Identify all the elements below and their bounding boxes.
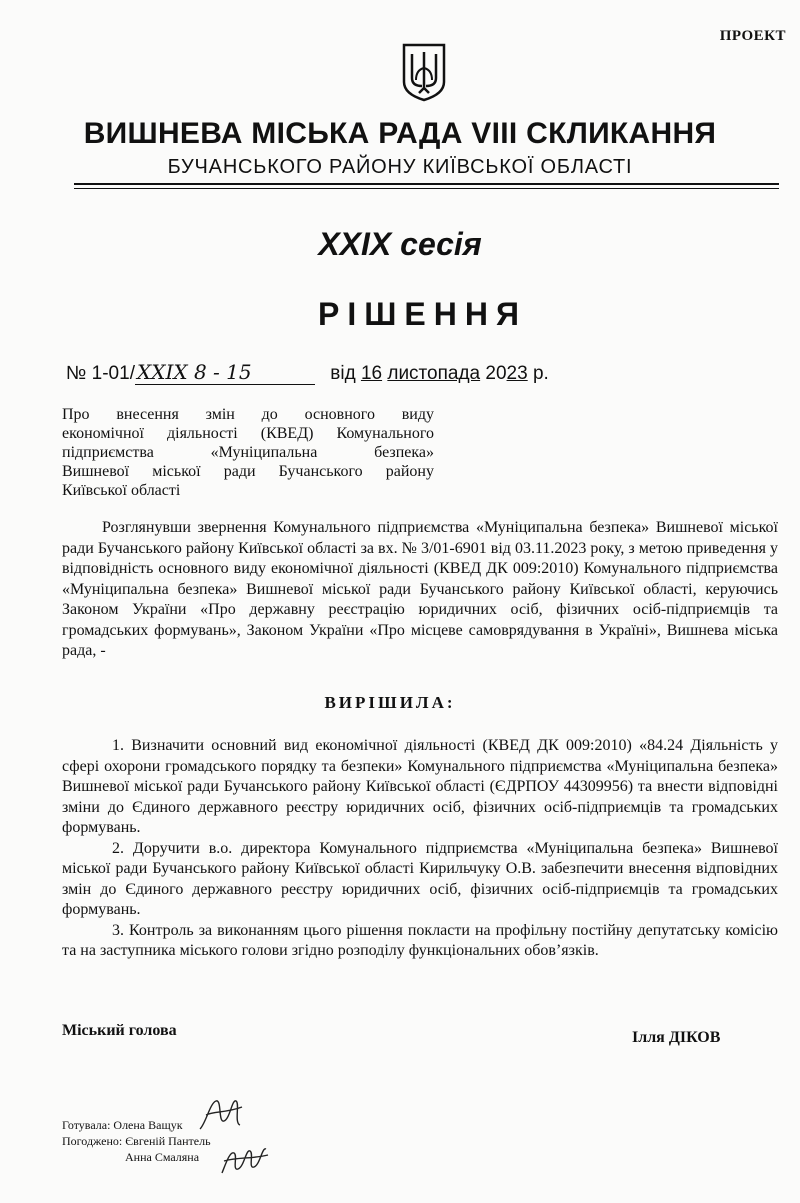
preamble (62, 518, 778, 662)
number-prefix: № 1-01/ (66, 363, 135, 384)
agreed-by-second: Анна Смаляна (125, 1150, 200, 1164)
subject-line: Про внесення змін до основного виду (62, 406, 434, 423)
session-heading: XXIX сесія (318, 226, 482, 262)
date-from: від (330, 363, 356, 384)
council-title: ВИШНЕВА МІСЬКА РАДА VIII СКЛИКАННЯ (83, 117, 717, 150)
date-day: 16 (360, 363, 383, 384)
decision-items (62, 736, 778, 962)
district-subtitle: БУЧАНСЬКОГО РАЙОНУ КИЇВСЬКОЇ ОБЛАСТІ (167, 156, 633, 178)
approval-block (62, 1117, 211, 1165)
preamble-paragraph: Розглянувши звернення Комунального підприємства «Муніципальна безпека» Вишневої міської ради Бучанського району Київської області за вх. № 3/01-6901 від 03.11.2023 року, з метою приведення у відповідність основного виду економічної діяльності (КВЕД ДК 009:2010) Комунального підприємства «Муніципальна безпека» Вишневої міської ради Бучанського району Київської області, керуючись Законом України «Про державну реєстрацію юридичних осіб, фізичних осіб-підприємців та громадських формувань», Законом України «Про місцеве самоврядування в Україні», Вишнева міська рада, - (62, 519, 778, 659)
subject-line: Вишневої міської ради Бучанського району (62, 463, 434, 480)
handwritten-number: XXIX 8 - 15 (135, 360, 315, 385)
decision-item-1: 1. Визначити основний вид економічної діяльності (КВЕД ДК 009:2010) «84.24 Діяльність у сфері охорони громадського порядку та безпеки» Комунального підприємства «Муніципальна безпека» Вишневої міської ради Бучанського району Київської області (ЄДРПОУ 44309956) та внести відповідні зміни до Єдиного державного реєстру юридичних осіб, фізичних осіб-підприємців та громадських формувань. (62, 737, 778, 836)
handwritten-signature-2 (218, 1143, 270, 1179)
decision-subject (62, 405, 434, 500)
date-year-suffix: 23 (506, 363, 528, 384)
subject-line: Київської області (62, 482, 181, 499)
date-year-prefix: 20 (485, 363, 507, 384)
decision-item-3: 3. Контроль за виконанням цього рішення покласти на профільну постійну депутатську комісію та на заступника міського голови згідно розподілу функціональних обов’язків. (62, 921, 778, 959)
header-rule-thin (74, 188, 779, 189)
decision-number-line (66, 360, 549, 385)
decision-heading: РІШЕННЯ (318, 296, 527, 332)
prepared-by: Готувала: Олена Ващук (62, 1118, 183, 1132)
trident-coat-of-arms-icon (400, 42, 448, 102)
decision-item-2: 2. Доручити в.о. директора Комунального підприємства «Муніципальна безпека» Вишневої міської ради Бучанського району Київської області Кирильчуку О.В. забезпечити внесення відповідних змін до Єдиного державного реєстру юридичних осіб, фізичних осіб-підприємців та громадських формувань. (62, 839, 778, 918)
mayor-title: Міський голова (62, 1022, 177, 1039)
date-month: листопада (387, 363, 481, 384)
mayor-name: Ілля ДІКОВ (632, 1029, 721, 1046)
resolved-heading: ВИРІШИЛА: (324, 693, 456, 712)
date-year-unit: р. (532, 363, 549, 384)
subject-line: підприємства «Муніципальна безпека» (62, 444, 434, 461)
handwritten-signature-1 (196, 1093, 244, 1135)
header-rule-thick (74, 183, 779, 185)
agreed-by: Погоджено: Євгеній Пантель (62, 1134, 211, 1148)
subject-line: економічної діяльності (КВЕД) Комунального (62, 425, 434, 442)
draft-label: ПРОЕКТ (719, 28, 786, 44)
